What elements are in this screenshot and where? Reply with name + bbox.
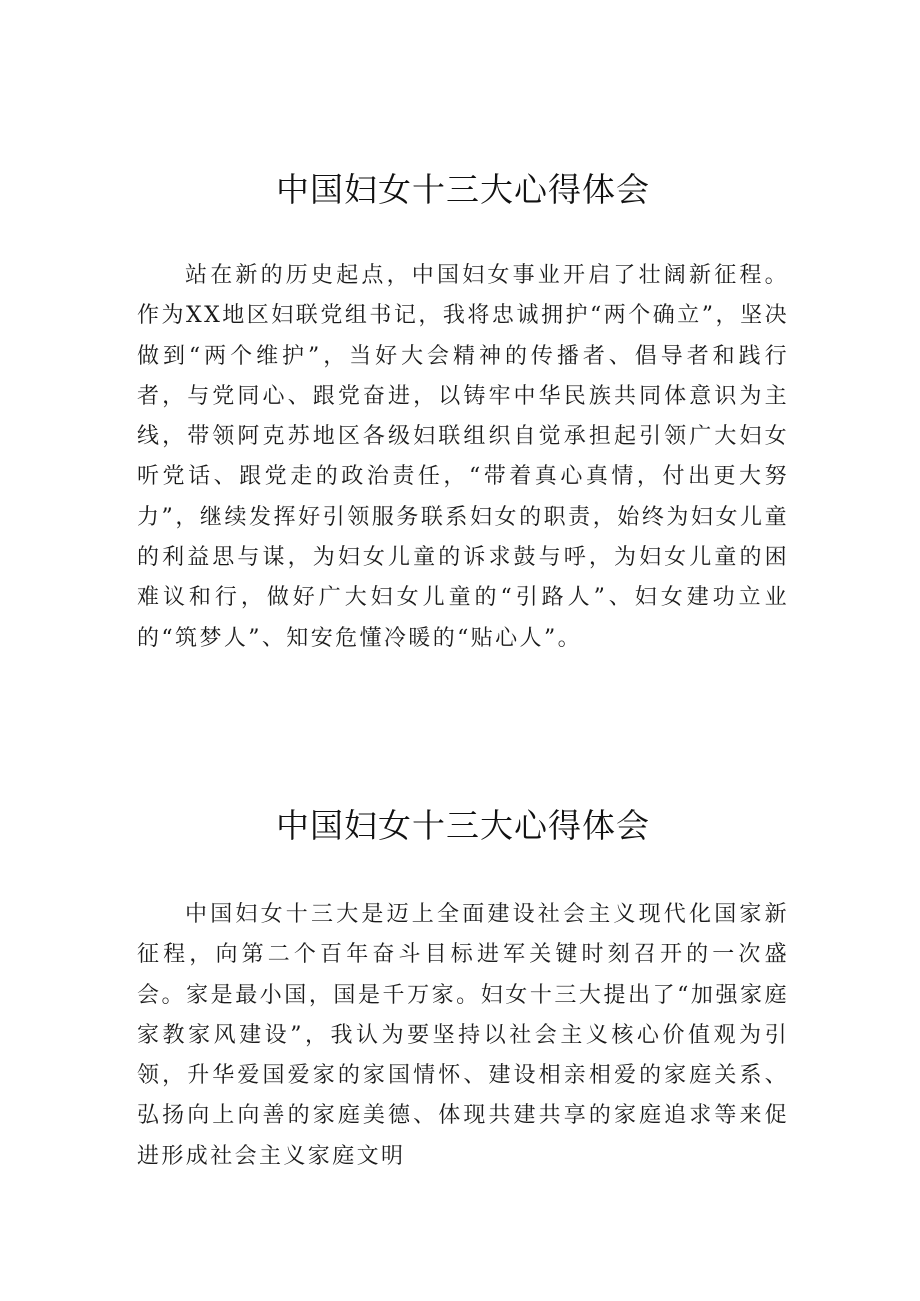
article-paragraph-2: 中国妇女十三大是迈上全面建设社会主义现代化国家新征程，向第二个百年奋斗目标进军关键时刻召开的一次盛会。家是最小国，国是千万家。妇女十三大提出了“加强家庭家教家风建设”，我认为要坚持以社会主义核心价值观为引领，升华爱国爱家的家国情怀、建设相亲相爱的家庭关系、弘扬向上向善的家庭美德、体现共建共享的家庭追求等来促进形成社会主义家庭文明 <box>137 902 789 1169</box>
article-section-2 <box>137 796 789 1177</box>
article-paragraph-1: 站在新的历史起点，中国妇女事业开启了壮阔新征程。作为XX地区妇联党组书记，我将忠诚拥护“两个确立”，坚决做到“两个维护”，当好大会精神的传播者、倡导者和践行者，与党同心、跟党奋进，以铸牢中华民族共同体意识为主线，带领阿克苏地区各级妇联组织自觉承担起引领广大妇女听党话、跟党走的政治责任，“带着真心真情，付出更大努力”，继续发挥好引领服务联系妇女的职责，始终为妇女儿童的利益思与谋，为妇女儿童的诉求鼓与呼，为妇女儿童的困难议和行，做好广大妇女儿童的“引路人”、妇女建功立业的“筑梦人”、知安危懂冷暖的“贴心人”。 <box>137 263 789 651</box>
article-title-2: 中国妇女十三大心得体会 <box>276 806 650 845</box>
article-title-1: 中国妇女十三大心得体会 <box>276 170 650 209</box>
article-section-1 <box>137 160 789 659</box>
